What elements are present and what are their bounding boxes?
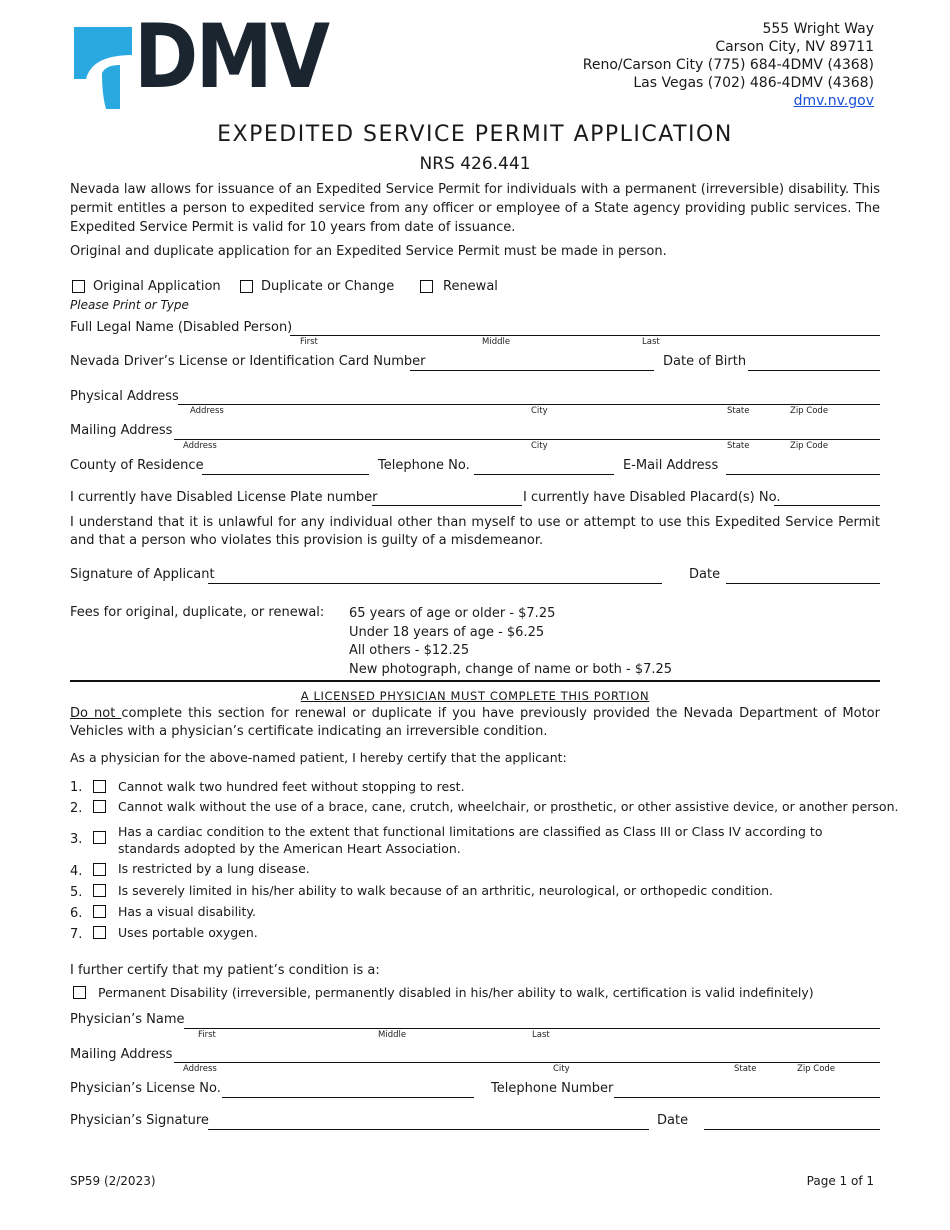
original-application-label: Original Application bbox=[93, 279, 221, 294]
permanent-disability-label: Permanent Disability (irreversible, permanently disabled in his/her ability to walk, certification is valid indefinitely) bbox=[98, 985, 814, 1000]
full-name-label: Full Legal Name (Disabled Person) bbox=[70, 320, 293, 335]
applicant-date-input[interactable] bbox=[726, 583, 880, 584]
city-caption: City bbox=[531, 441, 548, 451]
city-caption: City bbox=[553, 1064, 570, 1074]
physician-section-header: A LICENSED PHYSICIAN MUST COMPLETE THIS PORTION bbox=[300, 689, 650, 703]
email-input[interactable] bbox=[726, 474, 880, 475]
mailing-address-input[interactable] bbox=[174, 439, 880, 440]
full-name-input[interactable] bbox=[290, 335, 880, 336]
fee-item: Under 18 years of age - $6.25 bbox=[349, 624, 545, 640]
page-subtitle: NRS 426.441 bbox=[419, 154, 531, 174]
telephone-label: Telephone No. bbox=[378, 458, 470, 473]
physical-address-label: Physical Address bbox=[70, 389, 179, 404]
mailing-address-label: Mailing Address bbox=[70, 423, 173, 438]
first-caption: First bbox=[300, 337, 318, 347]
email-label: E-Mail Address bbox=[623, 458, 719, 473]
first-caption: First bbox=[198, 1030, 216, 1040]
applicant-date-label: Date bbox=[689, 567, 721, 582]
applicant-signature-input[interactable] bbox=[208, 583, 662, 584]
address-caption: Address bbox=[183, 1064, 217, 1074]
physical-address-input[interactable] bbox=[178, 404, 880, 405]
middle-caption: Middle bbox=[378, 1030, 407, 1040]
state-caption: State bbox=[734, 1064, 757, 1074]
last-caption: Last bbox=[532, 1030, 550, 1040]
telephone-input[interactable] bbox=[474, 474, 614, 475]
condition-text: Cannot walk two hundred feet without stopping to rest. bbox=[118, 779, 465, 794]
duplicate-change-label: Duplicate or Change bbox=[261, 279, 395, 294]
applicant-signature-label: Signature of Applicant bbox=[70, 567, 215, 582]
physician-phone-label: Telephone Number bbox=[491, 1081, 614, 1096]
zip-caption: Zip Code bbox=[797, 1064, 836, 1074]
state-caption: State bbox=[727, 441, 750, 451]
county-input[interactable] bbox=[202, 474, 369, 475]
physician-mailing-input[interactable] bbox=[174, 1062, 880, 1063]
condition-number: 7. bbox=[70, 927, 83, 942]
condition-number: 2. bbox=[70, 801, 83, 816]
license-number-input[interactable] bbox=[410, 370, 654, 371]
physician-signature-input[interactable] bbox=[208, 1129, 649, 1130]
physician-note bbox=[70, 705, 880, 741]
original-application-checkbox[interactable] bbox=[72, 280, 85, 293]
section-divider bbox=[70, 680, 880, 682]
condition-4-checkbox[interactable] bbox=[93, 863, 106, 876]
physician-license-label: Physician’s License No. bbox=[70, 1081, 221, 1096]
renewal-checkbox[interactable] bbox=[420, 280, 433, 293]
condition-number: 4. bbox=[70, 864, 83, 879]
renewal-label: Renewal bbox=[443, 279, 498, 294]
dob-label: Date of Birth bbox=[663, 354, 747, 369]
placard-input[interactable] bbox=[774, 505, 880, 506]
condition-text: Is restricted by a lung disease. bbox=[118, 861, 310, 876]
form-id: SP59 (2/2023) bbox=[70, 1174, 156, 1188]
plate-label: I currently have Disabled License Plate number bbox=[70, 490, 378, 505]
zip-caption: Zip Code bbox=[790, 406, 829, 416]
address-caption: Address bbox=[183, 441, 217, 451]
county-label: County of Residence bbox=[70, 458, 204, 473]
condition-7-checkbox[interactable] bbox=[93, 926, 106, 939]
condition-2-checkbox[interactable] bbox=[93, 800, 106, 813]
further-certify-text: I further certify that my patient’s condition is a: bbox=[70, 963, 380, 978]
middle-caption: Middle bbox=[482, 337, 511, 347]
license-number-label: Nevada Driver’s License or Identification Card Number bbox=[70, 354, 426, 369]
fee-item: New photograph, change of name or both - $7.25 bbox=[349, 661, 673, 677]
condition-3-checkbox[interactable] bbox=[93, 831, 106, 844]
address-caption: Address bbox=[190, 406, 224, 416]
permanent-disability-checkbox[interactable] bbox=[73, 986, 86, 999]
last-caption: Last bbox=[642, 337, 660, 347]
dmv-logo-text: DMV bbox=[134, 5, 328, 108]
fee-item: 65 years of age or older - $7.25 bbox=[349, 606, 556, 621]
print-note: Please Print or Type bbox=[70, 298, 189, 312]
condition-1-checkbox[interactable] bbox=[93, 780, 106, 793]
state-caption: State bbox=[727, 406, 750, 416]
physician-name-input[interactable] bbox=[184, 1028, 880, 1029]
do-not-text: Do not bbox=[70, 706, 122, 721]
condition-number: 3. bbox=[70, 832, 83, 847]
address-phone-reno: Reno/Carson City (775) 684-4DMV (4368) bbox=[582, 57, 874, 73]
address-block bbox=[583, 20, 874, 110]
page-number: Page 1 of 1 bbox=[806, 1174, 874, 1188]
condition-6-checkbox[interactable] bbox=[93, 905, 106, 918]
duplicate-change-checkbox[interactable] bbox=[240, 280, 253, 293]
fee-item: All others - $12.25 bbox=[349, 643, 470, 658]
website-link[interactable]: dmv.nv.gov bbox=[793, 93, 874, 109]
condition-text: Cannot walk without the use of a brace, cane, crutch, wheelchair, or prosthetic, or other assistive device, or another person. bbox=[118, 799, 899, 814]
misuse-statement: I understand that it is unlawful for any individual other than myself to use or attempt to use this Expedited Service Permit and that a person who violates this provision is guilty of a misdemeanor. bbox=[70, 515, 880, 548]
fees-list bbox=[349, 605, 672, 679]
condition-number: 1. bbox=[70, 780, 83, 795]
plate-input[interactable] bbox=[372, 505, 522, 506]
condition-number: 5. bbox=[70, 885, 83, 900]
in-person-note: Original and duplicate application for an Expedited Service Permit must be made in person. bbox=[70, 244, 667, 259]
condition-number: 6. bbox=[70, 906, 83, 921]
condition-text: Has a cardiac condition to the extent that functional limitations are classified as Class III or Class IV according to standards adopted by the American Heart Association. bbox=[118, 824, 823, 856]
physician-note-text: complete this section for renewal or duplicate if you have previously provided the Nevada Department of Motor Vehicles with a physician’s certificate indicating an irreversible condition. bbox=[70, 706, 880, 739]
physician-date-input[interactable] bbox=[704, 1129, 880, 1130]
physician-license-input[interactable] bbox=[222, 1097, 474, 1098]
address-phone-vegas: Las Vegas (702) 486-4DMV (4368) bbox=[633, 75, 874, 91]
dmv-logo bbox=[72, 5, 328, 111]
condition-text: Uses portable oxygen. bbox=[118, 925, 258, 940]
fees-label: Fees for original, duplicate, or renewal: bbox=[70, 605, 325, 620]
physician-date-label: Date bbox=[657, 1113, 689, 1128]
zip-caption: Zip Code bbox=[790, 441, 829, 451]
physician-name-label: Physician’s Name bbox=[70, 1012, 185, 1027]
physician-phone-input[interactable] bbox=[614, 1097, 880, 1098]
intro-text: Nevada law allows for issuance of an Expedited Service Permit for individuals with a permanent (irreversible) disability. This permit entitles a person to expedited service from any officer or employee of a State agency providing public services. The Expedited Service Permit is valid for 10 years from date of issuance. bbox=[70, 182, 880, 235]
page-title: EXPEDITED SERVICE PERMIT APPLICATION bbox=[217, 122, 733, 147]
certify-text: As a physician for the above-named patient, I hereby certify that the applicant: bbox=[70, 750, 567, 765]
address-street: 555 Wright Way bbox=[762, 21, 874, 37]
condition-5-checkbox[interactable] bbox=[93, 884, 106, 897]
address-city: Carson City, NV 89711 bbox=[715, 39, 874, 55]
dob-input[interactable] bbox=[748, 370, 880, 371]
condition-text: Has a visual disability. bbox=[118, 904, 257, 919]
physician-mailing-label: Mailing Address bbox=[70, 1047, 173, 1062]
city-caption: City bbox=[531, 406, 548, 416]
placard-label: I currently have Disabled Placard(s) No. bbox=[523, 490, 781, 505]
physician-signature-label: Physician’s Signature bbox=[70, 1113, 209, 1128]
condition-text: Is severely limited in his/her ability to walk because of an arthritic, neurological, or orthopedic condition. bbox=[118, 883, 773, 898]
